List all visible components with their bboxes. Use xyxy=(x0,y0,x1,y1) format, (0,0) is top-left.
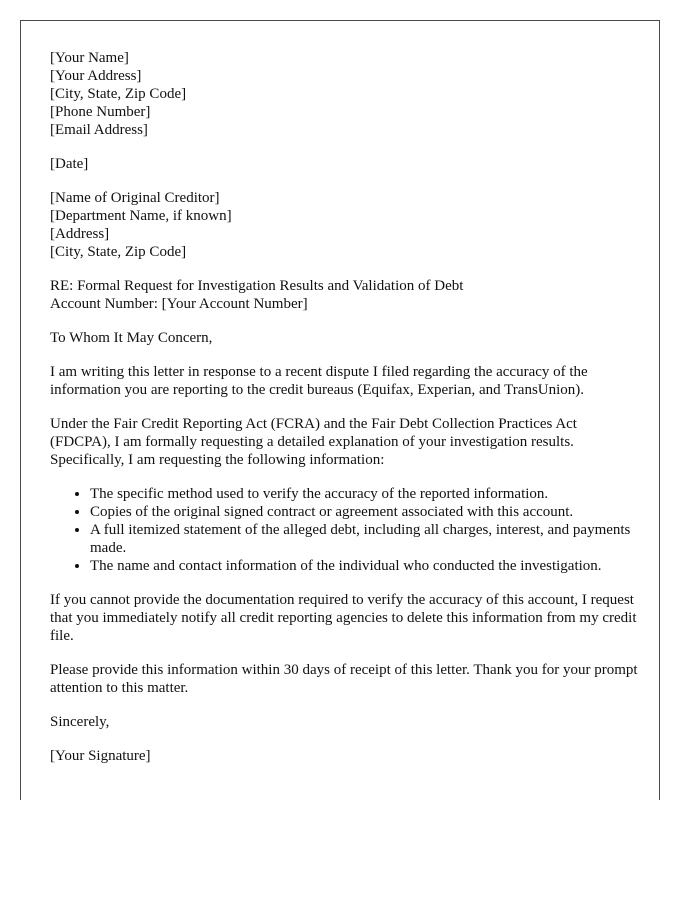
salutation: To Whom It May Concern, xyxy=(50,330,213,346)
body-paragraph-4: Please provide this information within 30 days of receipt of this letter. Thank you for your prompt attention to this matter. xyxy=(50,662,638,696)
body-paragraph-2: Under the Fair Credit Reporting Act (FCRA) and the Fair Debt Collection Practices Act (FDCPA), I am formally requesting a detailed explanation of your investigation results. Specifically, I am requesting the following information: xyxy=(50,416,577,468)
body-paragraph-1: I am writing this letter in response to a recent dispute I filed regarding the accuracy of the information you are reporting to the credit bureaus (Equifax, Experian, and TransUnion). xyxy=(50,364,588,398)
letter-content xyxy=(50,49,640,781)
letter-page xyxy=(20,20,660,800)
sender-block xyxy=(50,49,640,139)
list-item: • Copies of the original signed contract or agreement associated with this account. xyxy=(90,503,640,521)
recipient-address: [Address] xyxy=(50,226,110,242)
list-item: • The specific method used to verify the accuracy of the reported information. xyxy=(90,485,640,503)
sender-phone: [Phone Number] xyxy=(50,104,151,120)
list-item: • The name and contact information of the individual who conducted the investigation. xyxy=(90,557,640,575)
request-list xyxy=(50,485,640,575)
recipient-city-state-zip: [City, State, Zip Code] xyxy=(50,244,187,260)
sender-city-state-zip: [City, State, Zip Code] xyxy=(50,86,187,102)
body-paragraph-3: If you cannot provide the documentation required to verify the accuracy of this account, I request that you immediately notify all credit reporting agencies to delete this information from my credit file. xyxy=(50,592,637,644)
closing: Sincerely, xyxy=(50,714,110,730)
letter-date: [Date] xyxy=(50,156,89,172)
subject-line: RE: Formal Request for Investigation Results and Validation of Debt xyxy=(50,278,464,294)
date-block xyxy=(50,155,640,173)
sender-email: [Email Address] xyxy=(50,122,148,138)
signature: [Your Signature] xyxy=(50,748,151,764)
list-item: • A full itemized statement of the alleged debt, including all charges, interest, and payments made. xyxy=(90,521,640,557)
subject-block xyxy=(50,277,640,313)
sender-name: [Your Name] xyxy=(50,50,129,66)
recipient-block xyxy=(50,189,640,261)
recipient-department: [Department Name, if known] xyxy=(50,208,232,224)
sender-address: [Your Address] xyxy=(50,68,142,84)
account-number-line: Account Number: [Your Account Number] xyxy=(50,296,308,312)
recipient-name: [Name of Original Creditor] xyxy=(50,190,220,206)
